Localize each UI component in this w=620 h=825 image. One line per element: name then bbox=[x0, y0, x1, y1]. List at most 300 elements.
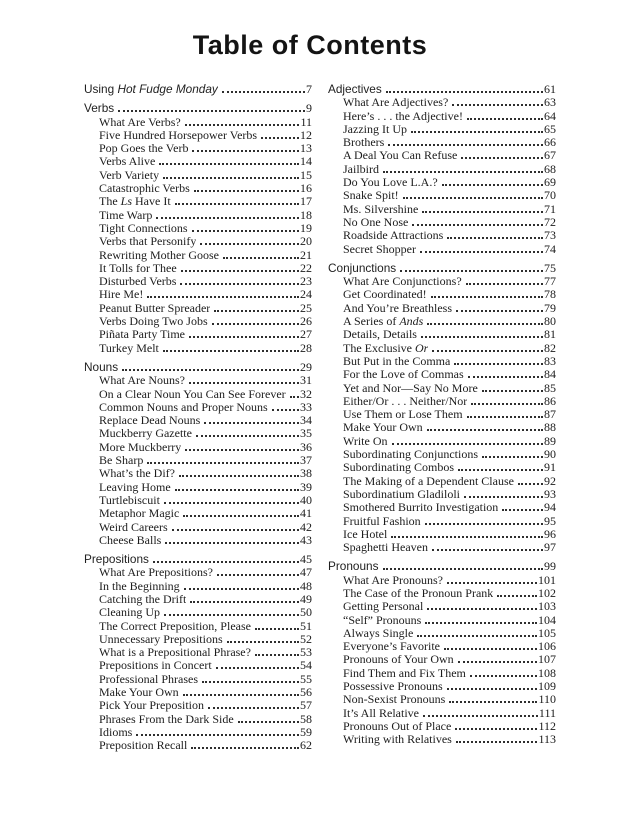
toc-entry bbox=[328, 501, 556, 514]
dot-leader bbox=[425, 622, 537, 624]
toc-entry bbox=[84, 155, 312, 168]
entry-label: Secret Shopper bbox=[343, 242, 416, 256]
entry-label: Nouns bbox=[84, 360, 119, 374]
page-number: 54 bbox=[300, 658, 312, 673]
entry-label: Rewriting Mother Goose bbox=[99, 248, 219, 262]
entry-label: Idioms bbox=[99, 725, 133, 739]
dot-leader bbox=[417, 635, 537, 637]
entry-label: Using Hot Fudge Monday bbox=[84, 83, 218, 96]
entry-label: Muckberry Gazette bbox=[99, 427, 192, 441]
toc-entry bbox=[84, 388, 312, 401]
toc-entry bbox=[328, 110, 556, 123]
toc-entry bbox=[84, 129, 312, 142]
dot-leader bbox=[386, 91, 543, 93]
toc-entry bbox=[328, 515, 556, 528]
entry-label: The Correct Preposition, Please bbox=[99, 619, 251, 633]
page-number: 40 bbox=[300, 492, 312, 507]
entry-label: Catching the Drift bbox=[99, 592, 187, 606]
dot-leader bbox=[455, 728, 537, 730]
page-number: 47 bbox=[300, 565, 312, 580]
dot-leader bbox=[172, 529, 299, 531]
entry-label: Verbs Alive bbox=[99, 155, 156, 169]
page-number: 12 bbox=[300, 127, 312, 142]
page-number: 96 bbox=[544, 526, 556, 541]
toc-entry bbox=[328, 395, 556, 408]
page-number: 93 bbox=[544, 486, 556, 501]
dot-leader bbox=[238, 721, 299, 723]
entry-label: The Case of the Pronoun Prank bbox=[343, 586, 494, 600]
dot-leader bbox=[204, 422, 299, 424]
page-number: 75 bbox=[544, 260, 556, 275]
page-number: 27 bbox=[300, 327, 312, 342]
toc-entry bbox=[328, 448, 556, 461]
dot-leader bbox=[175, 203, 299, 205]
page-number: 66 bbox=[544, 135, 556, 150]
dot-leader bbox=[427, 608, 537, 610]
dot-leader bbox=[189, 382, 299, 384]
toc-entry bbox=[84, 262, 312, 275]
toc-entry bbox=[84, 169, 312, 182]
entry-label: The Making of a Dependent Clause bbox=[343, 474, 514, 488]
entry-label: Ice Hotel bbox=[343, 527, 388, 541]
entry-label: It’s All Relative bbox=[343, 706, 419, 720]
dot-leader bbox=[403, 197, 543, 199]
toc-section bbox=[84, 102, 312, 355]
dot-leader bbox=[392, 443, 543, 445]
page-number: 102 bbox=[538, 585, 556, 600]
entry-label: It Tolls for Thee bbox=[99, 261, 177, 275]
toc-entry bbox=[328, 368, 556, 381]
entry-label: And You’re Breathless bbox=[343, 301, 452, 315]
page-number: 11 bbox=[300, 114, 312, 129]
entry-label: Subordinatium Gladiloli bbox=[343, 487, 460, 501]
dot-leader bbox=[444, 648, 537, 650]
entry-label: Phrases From the Dark Side bbox=[99, 712, 234, 726]
entry-label: Turkey Melt bbox=[99, 341, 159, 355]
entry-label: Writing with Relatives bbox=[343, 733, 452, 747]
toc-entry bbox=[328, 302, 556, 315]
entry-label: Cheese Balls bbox=[99, 533, 162, 547]
dot-leader bbox=[261, 137, 299, 139]
entry-label: Unnecessary Prepositions bbox=[99, 632, 223, 646]
page-number: 74 bbox=[544, 241, 556, 256]
toc-column-left bbox=[84, 83, 312, 753]
entry-label: Fruitful Fashion bbox=[343, 514, 421, 528]
dot-leader bbox=[179, 475, 299, 477]
toc-entry bbox=[84, 209, 312, 222]
page-number: 97 bbox=[544, 540, 556, 555]
entry-label: Prepositions bbox=[84, 553, 149, 567]
toc-section-header bbox=[328, 560, 556, 573]
entry-label: What Are Adjectives? bbox=[343, 96, 449, 110]
entry-label: Make Your Own bbox=[343, 421, 423, 435]
entry-label: No One Nose bbox=[343, 215, 409, 229]
toc-entry bbox=[84, 580, 312, 593]
toc-section bbox=[328, 560, 556, 746]
toc-entry bbox=[328, 614, 556, 627]
toc-entry bbox=[84, 249, 312, 262]
toc-entry bbox=[328, 574, 556, 587]
entry-label: Piñata Party Time bbox=[99, 328, 186, 342]
dot-leader bbox=[290, 396, 299, 398]
dot-leader bbox=[518, 483, 543, 485]
page-number: 91 bbox=[544, 460, 556, 475]
dot-leader bbox=[212, 323, 299, 325]
entry-label: Professional Phrases bbox=[99, 672, 198, 686]
toc-entry bbox=[328, 342, 556, 355]
entry-label: Adjectives bbox=[328, 83, 382, 96]
toc-entry bbox=[328, 435, 556, 448]
dot-leader bbox=[452, 104, 543, 106]
page-number: 69 bbox=[544, 175, 556, 190]
toc-entry bbox=[84, 235, 312, 248]
entry-label: Get Coordinated! bbox=[343, 288, 427, 302]
toc-entry bbox=[328, 600, 556, 613]
toc-entry bbox=[84, 467, 312, 480]
page-number: 109 bbox=[538, 679, 556, 694]
entry-label: Weird Careers bbox=[99, 520, 168, 534]
toc-entry bbox=[84, 633, 312, 646]
dot-leader bbox=[471, 403, 543, 405]
dot-leader bbox=[156, 217, 299, 219]
entry-label: Preposition Recall bbox=[99, 739, 188, 753]
entry-label: Getting Personal bbox=[343, 600, 424, 614]
page-number: 24 bbox=[300, 287, 312, 302]
entry-label: A Deal You Can Refuse bbox=[343, 149, 458, 163]
toc-entry bbox=[328, 243, 556, 256]
entry-label: Find Them and Fix Them bbox=[343, 666, 466, 680]
dot-leader bbox=[185, 124, 300, 126]
dot-leader bbox=[255, 628, 299, 630]
entry-label: Jailbird bbox=[343, 162, 379, 176]
toc-entry bbox=[328, 176, 556, 189]
dot-leader bbox=[122, 369, 299, 371]
page-number: 58 bbox=[300, 711, 312, 726]
toc-entry bbox=[84, 481, 312, 494]
page-number: 99 bbox=[544, 559, 556, 574]
entry-label: Jazzing It Up bbox=[343, 122, 407, 136]
toc-entry bbox=[84, 699, 312, 712]
entry-label: Disturbed Verbs bbox=[99, 275, 177, 289]
toc-section-header bbox=[328, 83, 556, 96]
page-number: 70 bbox=[544, 188, 556, 203]
page-number: 38 bbox=[300, 466, 312, 481]
toc-section-header bbox=[84, 553, 312, 566]
page-number: 9 bbox=[306, 101, 312, 116]
dot-leader bbox=[222, 91, 305, 93]
entry-label: Roadside Attractions bbox=[343, 229, 444, 243]
dot-leader bbox=[163, 350, 299, 352]
dot-leader bbox=[467, 416, 543, 418]
dot-leader bbox=[202, 681, 299, 683]
entry-label: Write On bbox=[343, 434, 388, 448]
page-number: 89 bbox=[544, 433, 556, 448]
entry-label: What is a Prepositional Phrase? bbox=[99, 646, 251, 660]
dot-leader bbox=[422, 211, 543, 213]
entry-label: Snake Spit! bbox=[343, 189, 399, 203]
entry-label: Spaghetti Heaven bbox=[343, 541, 428, 555]
entry-label: Everyone’s Favorite bbox=[343, 640, 440, 654]
page-number: 28 bbox=[300, 340, 312, 355]
toc-entry bbox=[328, 149, 556, 162]
toc-entry bbox=[328, 653, 556, 666]
toc-entry bbox=[84, 566, 312, 579]
entry-label: Subordinating Combos bbox=[343, 461, 455, 475]
dot-leader bbox=[427, 323, 543, 325]
page-number: 110 bbox=[538, 692, 556, 707]
page-number: 84 bbox=[544, 367, 556, 382]
entry-label: But Put in the Comma bbox=[343, 354, 451, 368]
toc-entry bbox=[84, 739, 312, 752]
toc-entry bbox=[328, 382, 556, 395]
dot-leader bbox=[147, 296, 299, 298]
page-number: 29 bbox=[300, 359, 312, 374]
entry-label: Cleaning Up bbox=[99, 606, 160, 620]
entry-label: Leaving Home bbox=[99, 480, 171, 494]
toc-entry bbox=[84, 275, 312, 288]
entry-label: Ms. Silvershine bbox=[343, 202, 419, 216]
toc-entry bbox=[328, 680, 556, 693]
dot-leader bbox=[200, 243, 299, 245]
entry-label: What Are Conjunctions? bbox=[343, 275, 462, 289]
page-number: 34 bbox=[300, 413, 312, 428]
page-number: 17 bbox=[300, 194, 312, 209]
dot-leader bbox=[189, 336, 299, 338]
entry-label: Five Hundred Horsepower Verbs bbox=[99, 128, 258, 142]
entry-label: A Series of Ands bbox=[343, 315, 424, 329]
entry-label: Non-Sexist Pronouns bbox=[343, 693, 446, 707]
dot-leader bbox=[447, 582, 537, 584]
dot-leader bbox=[502, 509, 543, 511]
page-number: 7 bbox=[306, 82, 312, 96]
entry-label: What Are Nouns? bbox=[99, 374, 185, 388]
dot-leader bbox=[185, 449, 299, 451]
toc-entry bbox=[84, 222, 312, 235]
toc-entry bbox=[84, 646, 312, 659]
entry-label: Yet and Nor—Say No More bbox=[343, 381, 478, 395]
entry-label: “Self” Pronouns bbox=[343, 613, 422, 627]
dot-leader bbox=[449, 701, 537, 703]
toc-entry bbox=[84, 713, 312, 726]
dot-leader bbox=[272, 409, 299, 411]
page-number: 108 bbox=[538, 665, 556, 680]
toc-entry bbox=[328, 275, 556, 288]
entry-label: Tight Connections bbox=[99, 221, 188, 235]
toc-page bbox=[0, 30, 620, 825]
page-number: 19 bbox=[300, 220, 312, 235]
dot-leader bbox=[255, 654, 299, 656]
entry-label: Verbs that Personify bbox=[99, 235, 197, 249]
dot-leader bbox=[470, 675, 537, 677]
dot-leader bbox=[482, 390, 543, 392]
toc-entry bbox=[84, 302, 312, 315]
entry-label: Pronouns of Your Own bbox=[343, 653, 454, 667]
dot-leader bbox=[391, 536, 543, 538]
page-number: 35 bbox=[300, 426, 312, 441]
page-number: 55 bbox=[300, 671, 312, 686]
page-number: 87 bbox=[544, 407, 556, 422]
toc-entry bbox=[328, 189, 556, 202]
page-number: 95 bbox=[544, 513, 556, 528]
toc-entry bbox=[328, 627, 556, 640]
toc-section-header bbox=[84, 102, 312, 115]
page-number: 63 bbox=[544, 95, 556, 110]
dot-leader bbox=[431, 296, 543, 298]
entry-label: Common Nouns and Proper Nouns bbox=[99, 400, 268, 414]
dot-leader bbox=[432, 549, 543, 551]
dot-leader bbox=[216, 667, 299, 669]
toc-section-header bbox=[84, 361, 312, 374]
page-number: 56 bbox=[300, 685, 312, 700]
toc-entry bbox=[84, 726, 312, 739]
page-number: 22 bbox=[300, 260, 312, 275]
page-number: 85 bbox=[544, 380, 556, 395]
toc-entry bbox=[328, 328, 556, 341]
toc-entry bbox=[328, 475, 556, 488]
entry-label: Do You Love L.A.? bbox=[343, 176, 438, 190]
toc-entry bbox=[84, 534, 312, 547]
toc-entry bbox=[328, 421, 556, 434]
toc-entry bbox=[84, 182, 312, 195]
page-number: 113 bbox=[538, 732, 556, 747]
page-number: 112 bbox=[538, 718, 556, 733]
dot-leader bbox=[383, 568, 544, 570]
dot-leader bbox=[118, 110, 305, 112]
dot-leader bbox=[447, 237, 543, 239]
dot-leader bbox=[442, 184, 543, 186]
toc-entry bbox=[328, 587, 556, 600]
toc-entry bbox=[328, 216, 556, 229]
page-number: 77 bbox=[544, 274, 556, 289]
dot-leader bbox=[214, 310, 299, 312]
page-number: 79 bbox=[544, 300, 556, 315]
entry-label: Be Sharp bbox=[99, 454, 144, 468]
entry-label: Subordinating Conjunctions bbox=[343, 448, 478, 462]
page-number: 62 bbox=[300, 738, 312, 753]
toc-entry bbox=[328, 707, 556, 720]
entry-label: Catastrophic Verbs bbox=[99, 182, 190, 196]
entry-label: Conjunctions bbox=[328, 261, 397, 275]
toc-entry bbox=[328, 315, 556, 328]
entry-label: Pick Your Preposition bbox=[99, 699, 205, 713]
page-number: 73 bbox=[544, 228, 556, 243]
toc-entry bbox=[84, 427, 312, 440]
page-number: 101 bbox=[538, 572, 556, 587]
dot-leader bbox=[468, 376, 543, 378]
entry-label: What Are Verbs? bbox=[99, 115, 181, 129]
toc-entry bbox=[328, 733, 556, 746]
page-number: 71 bbox=[544, 201, 556, 216]
dot-leader bbox=[466, 283, 543, 285]
dot-leader bbox=[400, 270, 543, 272]
toc-entry bbox=[328, 693, 556, 706]
toc-section-header bbox=[328, 262, 556, 275]
page-number: 52 bbox=[300, 631, 312, 646]
toc-section-header bbox=[84, 83, 312, 96]
dot-leader bbox=[425, 523, 543, 525]
page-number: 81 bbox=[544, 327, 556, 342]
page-number: 88 bbox=[544, 420, 556, 435]
dot-leader bbox=[458, 661, 537, 663]
toc-entry bbox=[84, 374, 312, 387]
toc-section bbox=[84, 361, 312, 547]
page-number: 49 bbox=[300, 591, 312, 606]
dot-leader bbox=[181, 270, 299, 272]
toc-entry bbox=[84, 521, 312, 534]
dot-leader bbox=[208, 707, 299, 709]
entry-label: In the Beginning bbox=[99, 579, 180, 593]
dot-leader bbox=[467, 118, 543, 120]
page-number: 16 bbox=[300, 181, 312, 196]
dot-leader bbox=[458, 469, 543, 471]
toc-entry bbox=[328, 720, 556, 733]
page-number: 33 bbox=[300, 399, 312, 414]
toc-entry bbox=[328, 123, 556, 136]
dot-leader bbox=[482, 456, 543, 458]
toc-entry bbox=[328, 229, 556, 242]
toc-entry bbox=[328, 667, 556, 680]
toc-entry bbox=[84, 116, 312, 129]
toc-entry bbox=[84, 315, 312, 328]
page-number: 26 bbox=[300, 314, 312, 329]
entry-label: Smothered Burrito Investigation bbox=[343, 501, 499, 515]
entry-label: Pronouns bbox=[328, 560, 379, 574]
toc-entry bbox=[328, 163, 556, 176]
toc-section bbox=[328, 262, 556, 555]
page-number: 106 bbox=[538, 639, 556, 654]
toc-section bbox=[328, 83, 556, 256]
page-number: 21 bbox=[300, 247, 312, 262]
page-number: 39 bbox=[300, 479, 312, 494]
dot-leader bbox=[180, 283, 299, 285]
entry-label: Either/Or . . . Neither/Nor bbox=[343, 394, 468, 408]
dot-leader bbox=[175, 489, 299, 491]
dot-leader bbox=[136, 734, 299, 736]
toc-entry bbox=[84, 593, 312, 606]
dot-leader bbox=[456, 741, 538, 743]
dot-leader bbox=[190, 601, 299, 603]
toc-entry bbox=[328, 203, 556, 216]
page-number: 59 bbox=[300, 724, 312, 739]
toc-entry bbox=[328, 640, 556, 653]
page-number: 50 bbox=[300, 605, 312, 620]
toc-entry bbox=[84, 494, 312, 507]
entry-label: Prepositions in Concert bbox=[99, 659, 212, 673]
page-number: 37 bbox=[300, 453, 312, 468]
entry-label: Details, Details bbox=[343, 328, 417, 342]
page-number: 18 bbox=[300, 207, 312, 222]
entry-label: On a Clear Noun You Can See Forever bbox=[99, 387, 286, 401]
toc-entry bbox=[328, 528, 556, 541]
page-number: 61 bbox=[544, 82, 556, 96]
dot-leader bbox=[153, 561, 299, 563]
page-number: 15 bbox=[300, 167, 312, 182]
page-number: 103 bbox=[538, 599, 556, 614]
page-title: Table of Contents bbox=[192, 30, 428, 60]
toc-entry bbox=[328, 288, 556, 301]
dot-leader bbox=[194, 190, 299, 192]
dot-leader bbox=[217, 574, 299, 576]
dot-leader bbox=[147, 462, 299, 464]
toc-entry bbox=[84, 673, 312, 686]
toc-entry bbox=[84, 606, 312, 619]
page-number: 51 bbox=[300, 618, 312, 633]
page-number: 78 bbox=[544, 287, 556, 302]
toc-column-right bbox=[328, 83, 556, 753]
entry-label: Here’s . . . the Adjective! bbox=[343, 109, 463, 123]
toc-section bbox=[84, 553, 312, 752]
toc-entry bbox=[84, 659, 312, 672]
